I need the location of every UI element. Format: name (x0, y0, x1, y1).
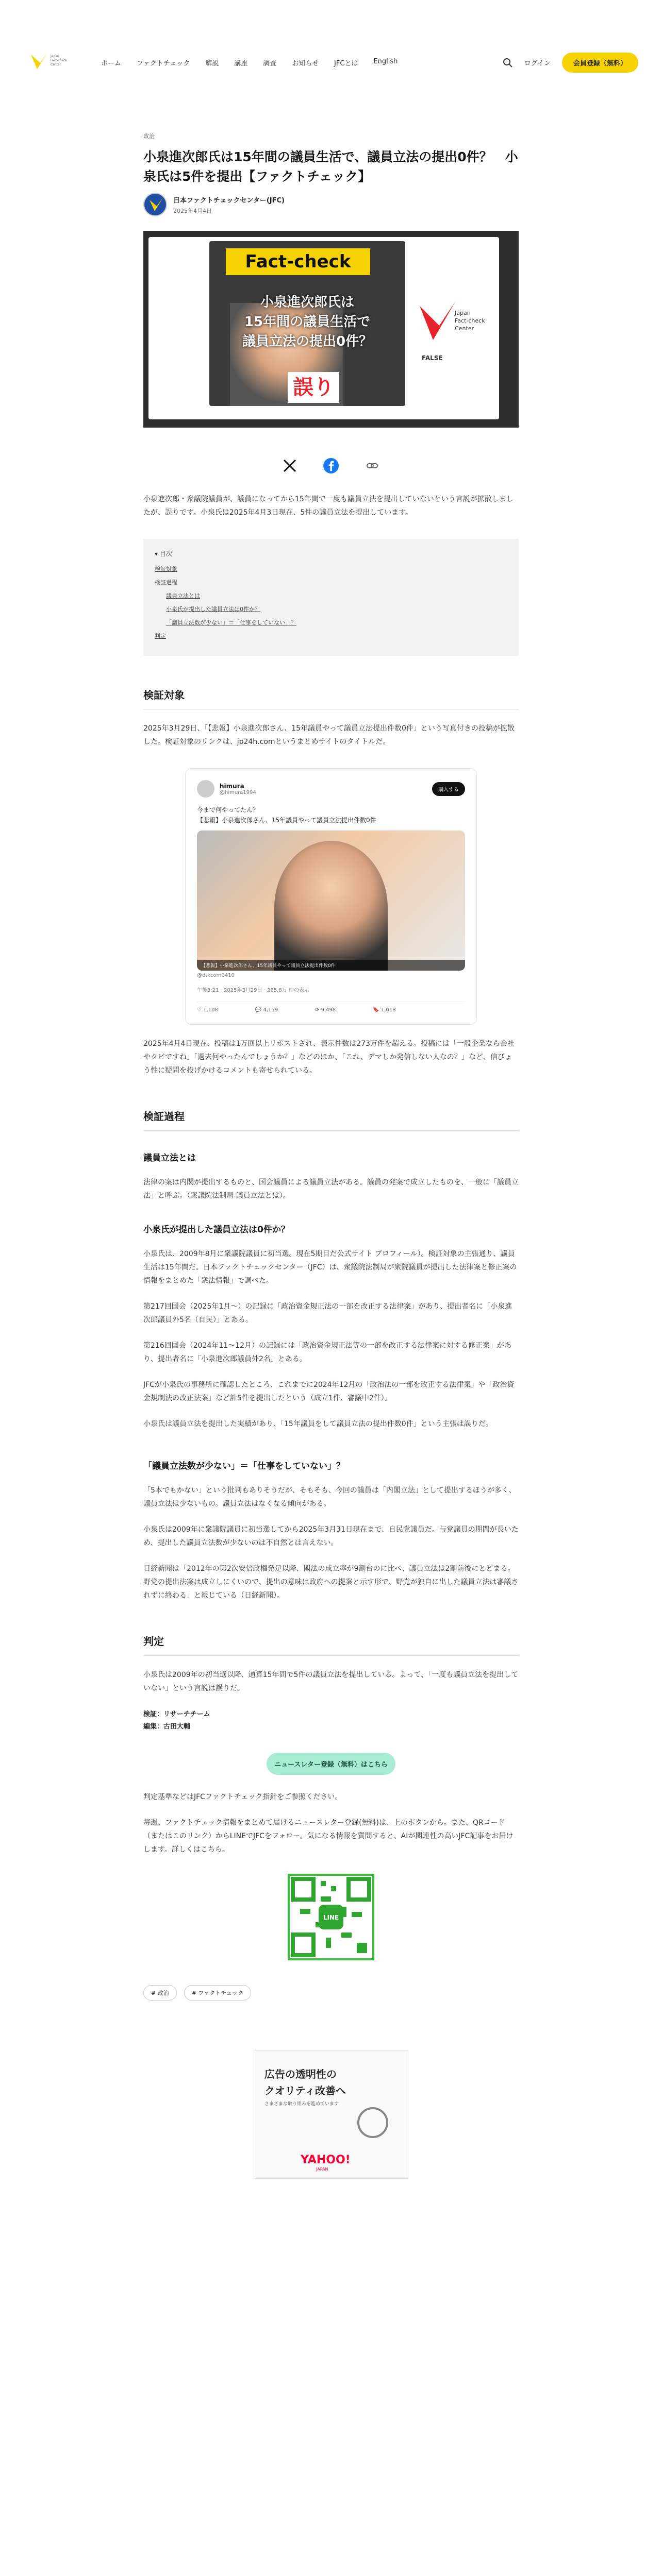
nav-about[interactable]: JFCとは (334, 60, 358, 67)
paragraph: 毎週、ファクトチェック情報をまとめて届けるニュースレター登録(無料)は、上のボタンから。また、QRコード（またはこのリンク）からLINEでJFCをフォロー。気になる情報を質問すると、AIが関連性の高いJFC記事をお届けします。詳しくはこちら。 (143, 1819, 514, 1854)
nav-home[interactable]: ホーム (101, 60, 122, 67)
section-heading: 検証対象 (143, 689, 185, 701)
search-icon[interactable] (503, 58, 513, 68)
tweet-source: @dtkcom0410 (197, 973, 235, 978)
svg-text:LINE: LINE (323, 1914, 339, 1921)
nav-factcheck[interactable]: ファクトチェック (137, 60, 190, 67)
paragraph: 小泉氏は2009年の初当選以降、通算15年間で5件の議員立法を提出している。よって、「一度も議員立法を提出していない」という言説は誤りだ。 (143, 1671, 519, 1692)
toc-item[interactable]: 判定 (155, 633, 166, 639)
paragraph: 第217回国会（2025年1月〜）の記録に「政治資金規正法の一部を改正する法律案」があり、提出者名に「小泉進次郎議員外5名（自民）」とある。 (143, 1302, 512, 1324)
paragraph: 小泉氏は、2009年8月に衆議院議員に初当選。現在5期目だ公式サイト プロフィール）。検証対象の主張通り、議員生活は15年間だ。日本ファクトチェックセンター（JFC）は、衆議院法制局が衆院議員が提出した法律案と修正案の情報をまとめた「衆法情報」で調べた。 (143, 1250, 517, 1285)
section-heading: 検証過程 (143, 1110, 185, 1123)
section-process (143, 1108, 519, 1602)
tweet-avatar[interactable] (197, 780, 214, 798)
tweet-text: 今まで何やってたん？ 【悲報】小泉進次郎さん、15年議員やって議員立法提出件数0件 (197, 806, 376, 824)
login-link[interactable]: ログイン (524, 60, 551, 67)
toc-title[interactable]: ▾ 目次 (155, 550, 172, 557)
hero-verdict: 誤り (288, 372, 339, 403)
tag-list (143, 1985, 519, 2001)
header-actions (503, 53, 638, 73)
link-copy-icon[interactable] (364, 457, 380, 474)
embedded-tweet[interactable] (185, 768, 477, 1025)
tag[interactable]: # 政治 (143, 1985, 177, 2001)
tweet-repost-count[interactable]: ⟳ 9,498 (315, 1007, 336, 1013)
toc-item[interactable]: 「議員立法数が少ない」＝「仕事をしていない」？ (166, 619, 296, 626)
paragraph: JFCが小泉氏の事務所に確認したところ、これまでに2024年12月の「政治法の一部を改正する法律案」や「政治資金規制法の改正法案」など計5件を提出したという（成立1件、審議中2件）。 (143, 1381, 515, 1402)
credits: 検証：リサーチチーム 編集：古田大輔 (143, 1710, 210, 1731)
share-bar (143, 455, 519, 476)
tag[interactable]: # ファクトチェック (184, 1985, 251, 2001)
site-logo[interactable] (30, 52, 71, 74)
line-qr-code[interactable] (288, 1874, 374, 1960)
hero-headline: 小泉進次郎氏は 15年間の議員生活で 議員立法の提出0件？ (242, 295, 373, 349)
toc-item[interactable]: 小泉氏が提出した議員立法は0件か？ (166, 606, 260, 613)
logo-text: Japan Fact-check Center (51, 55, 67, 66)
paragraph: 小泉氏は議員立法を提出した実績があり、「15年議員をして議員立法の提出件数0件」という主張は誤りだ。 (143, 1420, 493, 1428)
section-verdict (143, 1633, 519, 1733)
paragraph: 2025年3月29日、「【悲報】小泉進次郎さん、15年議員やって議員立法提出件数0件」という写真付きの投稿が拡散した。検証対象のリンクは、jp24h.comというまとめサイトのタイトルだ。 (143, 724, 515, 746)
tweet-meta[interactable]: 午後3:21 · 2025年3月29日 · 265.8万 件の表示 (197, 988, 309, 993)
article-date: 2025年4月4日 (173, 207, 212, 214)
nav-course[interactable]: 講座 (234, 60, 248, 67)
tweet-actions (197, 1002, 465, 1013)
hero-card (148, 237, 499, 419)
hero-badge: Fact-check (226, 248, 370, 275)
nav-english[interactable]: English (373, 58, 398, 65)
paragraph: 小泉氏は2009年に衆議院議員に初当選してから2025年3月31日現在まで、自民党議員だ。与党議員の期間が長いため、提出した議員立法数が少ないのは不自然とは言えない。 (143, 1526, 519, 1547)
article-category[interactable]: 政治 (143, 133, 155, 140)
tweet-follow-button[interactable]: 購入する (432, 782, 465, 796)
advertisement[interactable]: 広告の透明性の クオリティ改善へ さまざまな取り組みを進めています YAHOO! JAPAN (254, 2050, 408, 2179)
toc-item[interactable]: 検証対象 (155, 566, 177, 572)
author-name[interactable]: 日本ファクトチェックセンター(JFC) (173, 196, 285, 205)
article-title: 小泉進次郎氏は15年間の議員生活で、議員立法の提出0件？ 小泉氏は5件を提出【ファクトチェック】 (143, 149, 518, 184)
tweet-name[interactable]: himura (220, 782, 244, 790)
hero-jfc-logo: Japan Fact-check Center FALSE (417, 299, 494, 381)
facebook-share-icon[interactable] (323, 457, 339, 474)
subsection-heading: 小泉氏が提出した議員立法は0件か？ (143, 1225, 290, 1235)
hero-image (143, 231, 519, 428)
tweet-handle[interactable]: @himura1994 (220, 789, 256, 795)
nav-news[interactable]: お知らせ (292, 60, 319, 67)
paragraph: 2025年4月4日現在、投稿は1万回以上リポストされ、表示件数は273万件を超える。投稿には「一般企業なら会社やクビですね」「過去何やったんでしょうか？」などのほか、「これ、デマしか発信しない人なの？」など、信びょう性に疑問を投げかけるコメントも寄せられている。 (143, 1040, 515, 1075)
newsletter-button[interactable]: ニュースレター登録（無料）はこちら (267, 1753, 395, 1775)
nav-explainer[interactable]: 解説 (205, 60, 219, 67)
table-of-contents (143, 539, 519, 656)
tweet-reply-count[interactable]: 💬 4,159 (255, 1007, 278, 1013)
subsection-heading: 「議員立法数が少ない」＝「仕事をしていない」？ (143, 1461, 345, 1471)
x-share-icon[interactable] (282, 457, 298, 474)
paragraph: 「5本でもかない」という批判もありそうだが、そもそも、今回の議員は「内閣立法」として提出するほうが多く、議員立法は少ないもの。議員立法はなくなる傾向がある。 (143, 1486, 516, 1508)
main-nav (101, 58, 398, 67)
paragraph: 判定基準などはJFCファクトチェック指針をご参照ください。 (143, 1793, 342, 1801)
register-button[interactable]: 会員登録（無料） (562, 53, 638, 73)
author-block (143, 193, 519, 216)
article-lead: 小泉進次郎・衆議院議員が、議員になってから15年間で一度も議員立法を提出していないという言説が拡散しましたが、誤りです。小泉氏は2025年4月3日現在、5件の議員立法を提出しています。 (143, 495, 514, 517)
tweet-bookmark-count[interactable]: 🔖 1,018 (373, 1007, 396, 1013)
toc-item[interactable]: 検証過程 (155, 579, 177, 586)
tweet-image[interactable]: 【悲報】小泉進次郎さん、15年議員やって議員立法提出件数0件 (197, 831, 465, 971)
paragraph: 第216回国会（2024年11〜12月）の記録には「政治資金規正法等の一部を改正する法律案に対する修正案」があり、提出者名に「小泉進次郎議員外2名」とある。 (143, 1342, 511, 1363)
section-target (143, 687, 519, 1077)
subsection-heading: 議員立法とは (143, 1153, 196, 1163)
paragraph: 法律の案は内閣が提出するものと、国会議員による議員立法がある。議員の発案で成立したものを、一般に「議員立法」と呼ぶ。（衆議院法制局 議員立法とは）。 (143, 1178, 519, 1200)
tweet-like-count[interactable]: ♡ 1,108 (197, 1007, 218, 1013)
toc-item[interactable]: 議員立法とは (166, 592, 200, 599)
section-heading: 判定 (143, 1635, 164, 1648)
author-avatar[interactable] (143, 193, 167, 216)
nav-research[interactable]: 調査 (263, 60, 277, 67)
paragraph: 日経新聞は「2012年の第2次安倍政権発足以降、閣法の成立率が9割台のに比べ、議員立法は2割前後にとどまる。野党の提出法案は成立しにくいので、提出の意味は政府への提案と示す形で、野党が独自に出した議員立法は審議されずに終わる」と報じている（日経新聞）。 (143, 1565, 519, 1600)
article (143, 124, 519, 2179)
site-header (0, 0, 662, 124)
